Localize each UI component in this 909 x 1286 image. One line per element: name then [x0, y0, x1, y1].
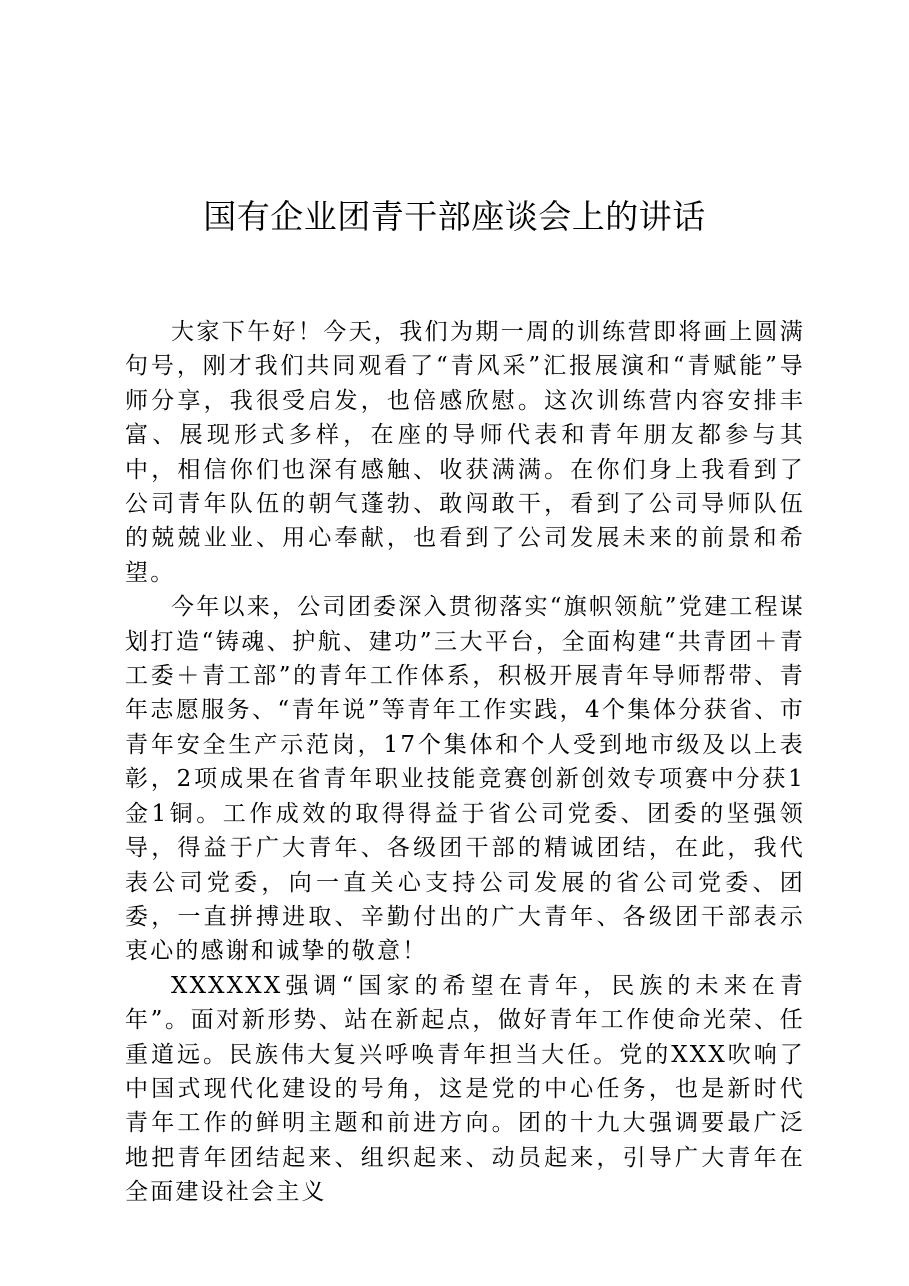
paragraph-1: 大家下午好！今天，我们为期一周的训练营即将画上圆满句号，刚才我们共同观看了“青风采”汇报展演和“青赋能”导师分享，我很受启发，也倍感欣慰。这次训练营内容安排丰富、展现形式多样，在座的导师代表和青年朋友都参与其中，相信你们也深有感触、收获满满。在你们身上我看到了公司青年队伍的朝气蓬勃、敢闯敢干，看到了公司导师队伍的兢兢业业、用心奉献，也看到了公司发展未来的前景和希望。 — [125, 319, 805, 586]
paragraph-3: XXXXXX强调“国家的希望在青年，民族的未来在青年”。面对新形势、站在新起点，做好青年工作使命光荣、任重道远。民族伟大复兴呼唤青年担当大任。党的XXX吹响了中国式现代化建设的号角，这是党的中心任务，也是新时代青年工作的鲜明主题和前进方向。团的十九大强调要最广泛地把青年团结起来、组织起来、动员起来，引导广大青年在全面建设社会主义 — [125, 972, 805, 1206]
paragraph-2: 今年以来，公司团委深入贯彻落实“旗帜领航”党建工程谋划打造“铸魂、护航、建功”三大平台，全面构建“共青团＋青工委＋青工部”的青年工作体系，积极开展青年导师帮带、青年志愿服务、“青年说”等青年工作实践，4个集体分获省、市青年安全生产示范岗，17个集体和个人受到地市级及以上表彰，2项成果在省青年职业技能竞赛创新创效专项赛中分获1金1铜。工作成效的取得得益于省公司党委、团委的坚强领导，得益于广大青年、各级团干部的精诚团结，在此，我代表公司党委，向一直关心支持公司发展的省公司党委、团委，一直拼搏进取、辛勤付出的广大青年、各级团干部表示衷心的感谢和诚挚的敬意！ — [125, 594, 805, 965]
document-title: 国有企业团青干部座谈会上的讲话 — [203, 197, 706, 236]
document-body — [125, 315, 805, 1210]
